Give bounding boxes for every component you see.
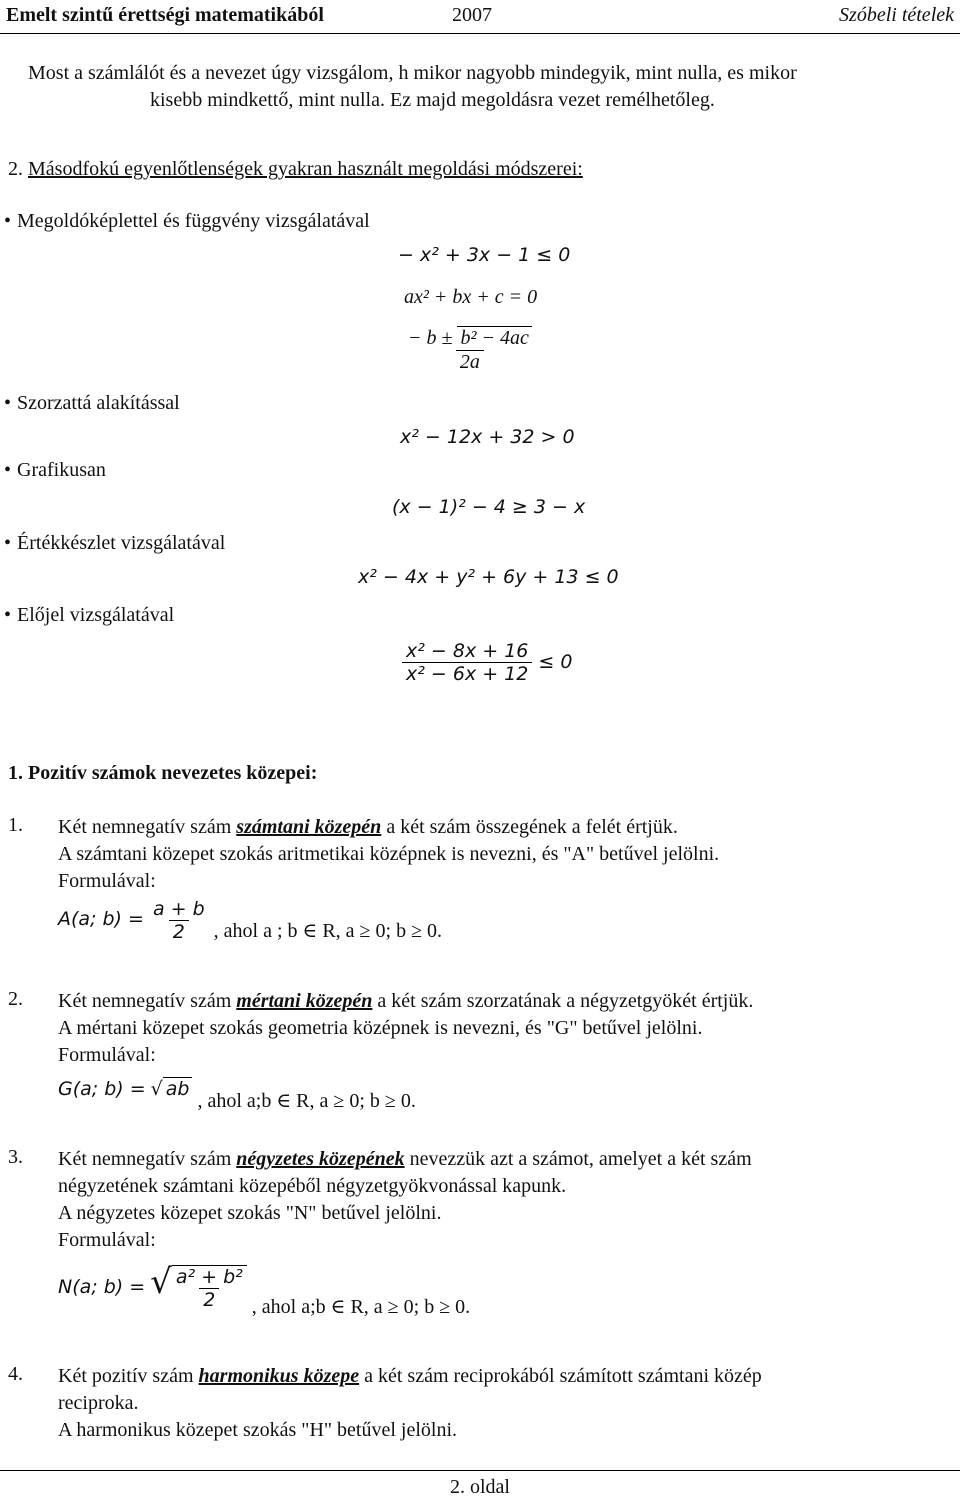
- mean-1-pre: Két nemnegatív szám: [58, 816, 237, 838]
- mean-3-post: nevezzük azt a számot, amelyet a két szám: [404, 1148, 752, 1170]
- sign-den: x² − 6x + 12: [402, 662, 532, 685]
- mean-2-text: [58, 988, 753, 1069]
- page-number: 2. oldal: [450, 1476, 510, 1498]
- mean-4-post: a két szám reciprokából számított számtani közép: [359, 1365, 762, 1387]
- bullet-method-factor: • Szorzattá alakítással: [4, 390, 180, 417]
- mean-3-den: 2: [199, 1288, 219, 1311]
- mean-1-text: [58, 814, 719, 895]
- bullet-method-range: • Értékkészlet vizsgálatával: [4, 530, 225, 557]
- mean-3-line3: A négyzetes közepet szokás "N" betűvel jelölni.: [58, 1202, 442, 1224]
- means-heading: 1. Pozitív számok nevezetes közepei:: [8, 762, 318, 784]
- mean-4-text: [58, 1363, 762, 1444]
- mean-3-pre: Két nemnegatív szám: [58, 1148, 237, 1170]
- mean-1-number: 1.: [8, 814, 23, 836]
- header-year: 2007: [452, 4, 492, 26]
- intro-line-1: Most a számlálót és a nevezet úgy vizsgálom, h mikor nagyobb mindegyik, mint nulla, es mikor: [28, 62, 797, 84]
- mean-4-keyword: harmonikus közepe: [198, 1365, 360, 1387]
- mean-2-number: 2.: [8, 988, 23, 1010]
- solution-den: 2a: [456, 350, 484, 374]
- mean-1-line2: A számtani közepet szokás aritmetikai középnek is nevezni, és "A" betűvel jelölni.: [58, 843, 720, 865]
- mean-2-formula-lhs: G(a; b) =: [58, 1078, 146, 1100]
- mean-3-condition: , ahol a;b ∈ R, a ≥ 0; b ≥ 0.: [251, 1296, 471, 1318]
- formula-ineq-factor: x² − 12x + 32 > 0: [400, 426, 575, 448]
- section2-number: 2.: [8, 158, 23, 180]
- formula-ineq-sign: [402, 640, 572, 685]
- sign-num: x² − 8x + 16: [406, 640, 529, 662]
- formula-solution: [404, 326, 536, 374]
- mean-2-formula: [58, 1076, 416, 1112]
- mean-2-sqrt: ab: [163, 1077, 193, 1100]
- bullet-method-formula: • Megoldóképlettel és függvény vizsgálatával: [4, 208, 370, 235]
- formula-ineq-graph: (x − 1)² − 4 ≥ 3 − x: [392, 496, 586, 518]
- sign-fraction: [402, 640, 532, 685]
- mean-2-pre: Két nemnegatív szám: [58, 990, 237, 1012]
- solution-num-left: − b ±: [408, 327, 453, 349]
- mean-2-sqrt-sign: √: [150, 1078, 163, 1100]
- mean-3-keyword: négyzetes közepének: [236, 1148, 405, 1170]
- mean-1-num: a + b: [152, 898, 205, 920]
- mean-1-den: 2: [169, 920, 189, 943]
- mean-3-number: 3.: [8, 1146, 23, 1168]
- mean-3-text: [58, 1146, 752, 1254]
- mean-4-line2: reciproka.: [58, 1392, 139, 1414]
- header-rule: [0, 33, 960, 34]
- mean-1-formula: [58, 898, 442, 943]
- mean-3-fraction: [172, 1265, 247, 1311]
- solution-fraction: [404, 326, 536, 374]
- mean-3-line2: négyzetének számtani közepéből négyzetgyökvonással kapunk.: [58, 1175, 567, 1197]
- formula-ineq-range: x² − 4x + y² + 6y + 13 ≤ 0: [358, 566, 619, 588]
- mean-1-line3: Formulával:: [58, 870, 156, 892]
- mean-3-line4: Formulával:: [58, 1229, 156, 1251]
- bullet-method-graph: • Grafikusan: [4, 457, 106, 484]
- mean-1-formula-lhs: A(a; b) =: [58, 908, 144, 931]
- mean-3-num: a² + b²: [175, 1266, 243, 1289]
- mean-1-condition: , ahol a ; b ∈ R, a ≥ 0; b ≥ 0.: [213, 920, 443, 943]
- mean-3-sqrt-sign: √: [150, 1262, 172, 1302]
- mean-4-pre: Két pozitív szám: [58, 1365, 199, 1387]
- solution-sqrt: b² − 4ac: [457, 326, 531, 350]
- mean-3-formula: [58, 1262, 471, 1318]
- header-section: Szóbeli tételek: [839, 4, 954, 26]
- mean-1-post: a két szám összegének a felét értjük.: [381, 816, 678, 838]
- mean-2-line2: A mértani közepet szokás geometria középnek is nevezni, és "G" betűvel jelölni.: [58, 1017, 703, 1039]
- sign-rhs: ≤ 0: [538, 651, 573, 673]
- intro-line-2: kisebb mindkettő, mint nulla. Ez majd megoldásra vezet remélhetőleg.: [150, 89, 715, 111]
- mean-2-condition: , ahol a;b ∈ R, a ≥ 0; b ≥ 0.: [197, 1090, 416, 1112]
- section2-title: Másodfokú egyenlőtlenségek gyakran használt megoldási módszerei:: [28, 158, 583, 180]
- formula-quadratic: ax² + bx + c = 0: [404, 286, 538, 308]
- formula-ineq-1: − x² + 3x − 1 ≤ 0: [398, 244, 571, 266]
- mean-1-fraction: [149, 898, 209, 943]
- header-title: Emelt szintű érettségi matematikából: [6, 4, 324, 26]
- mean-2-keyword: mértani közepén: [236, 990, 373, 1012]
- footer-rule: [0, 1470, 960, 1471]
- mean-4-line3: A harmonikus közepet szokás "H" betűvel jelölni.: [58, 1419, 458, 1441]
- mean-3-formula-lhs: N(a; b) =: [58, 1276, 146, 1298]
- section2-heading: [8, 156, 583, 183]
- bullet-method-sign: • Előjel vizsgálatával: [4, 602, 174, 629]
- mean-1-keyword: számtani közepén: [236, 816, 382, 838]
- mean-2-post: a két szám szorzatának a négyzetgyökét értjük.: [372, 990, 754, 1012]
- mean-2-line3: Formulával:: [58, 1044, 156, 1066]
- mean-4-number: 4.: [8, 1363, 23, 1385]
